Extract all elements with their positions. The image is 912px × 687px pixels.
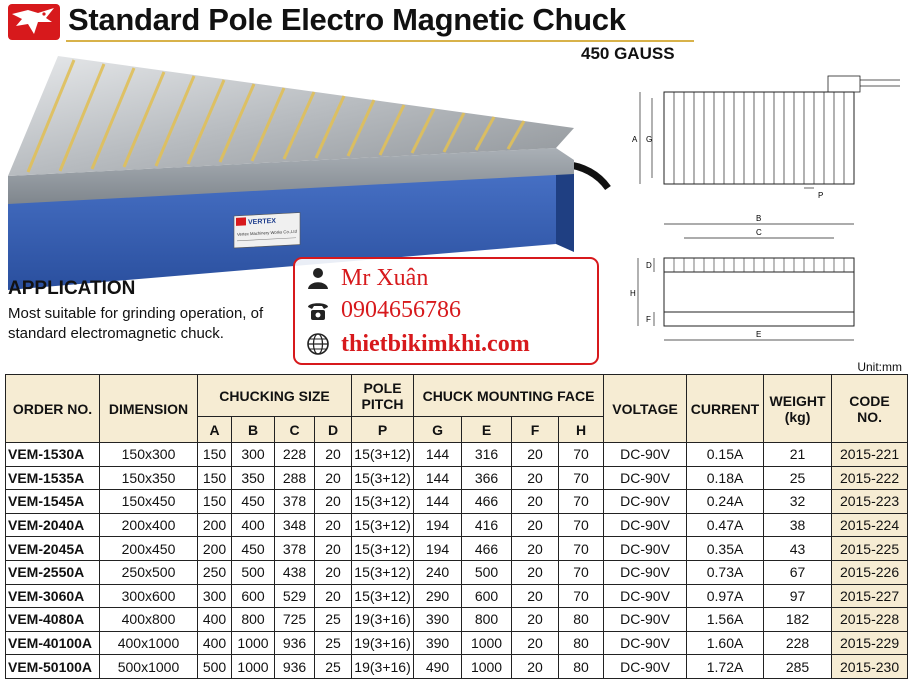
table-row (6, 584, 908, 608)
cell-g: 144 (414, 490, 462, 514)
cell-b: 300 (232, 443, 275, 467)
table-row (6, 466, 908, 490)
contact-name-row (305, 263, 428, 293)
header-code-line1: CODE (849, 392, 890, 409)
cell-weight: 67 (764, 560, 832, 584)
cell-current: 1.60A (687, 631, 764, 655)
cell-current: 0.18A (687, 466, 764, 490)
gauss-rating: 450 GAUSS (581, 44, 675, 63)
cell-order: VEM-4080A (6, 608, 100, 632)
cell-code: 2015-230 (832, 655, 908, 679)
header-g: G (414, 417, 462, 443)
cell-current: 1.56A (687, 608, 764, 632)
header-h: H (559, 417, 604, 443)
cell-p: 19(3+16) (352, 631, 414, 655)
cell-a: 200 (198, 537, 232, 561)
cell-h: 70 (559, 584, 604, 608)
header-chucking-size: CHUCKING SIZE (198, 375, 352, 417)
contact-phone-row (305, 295, 461, 325)
header-mounting-face: CHUCK MOUNTING FACE (414, 375, 604, 417)
cell-g: 390 (414, 608, 462, 632)
cell-code: 2015-223 (832, 490, 908, 514)
cell-order: VEM-50100A (6, 655, 100, 679)
cell-p: 15(3+12) (352, 466, 414, 490)
table-row (6, 443, 908, 467)
cell-current: 0.47A (687, 513, 764, 537)
header-current: CURRENT (687, 375, 764, 443)
cell-p: 15(3+12) (352, 443, 414, 467)
cell-current: 0.73A (687, 560, 764, 584)
technical-drawing (628, 74, 904, 354)
cell-a: 300 (198, 584, 232, 608)
cell-dimension: 400x1000 (100, 631, 198, 655)
cell-h: 70 (559, 560, 604, 584)
header-p: P (352, 417, 414, 443)
cell-current: 0.35A (687, 537, 764, 561)
cell-weight: 228 (764, 631, 832, 655)
dim-b-label: B (756, 214, 762, 223)
table-row (6, 490, 908, 514)
cell-voltage: DC-90V (604, 560, 687, 584)
cell-b: 350 (232, 466, 275, 490)
table-row (6, 655, 908, 679)
cell-dimension: 200x450 (100, 537, 198, 561)
cell-c: 529 (275, 584, 315, 608)
dim-g-label: G (646, 135, 653, 144)
header-weight-line1: WEIGHT (769, 392, 826, 409)
cell-a: 500 (198, 655, 232, 679)
cell-voltage: DC-90V (604, 631, 687, 655)
spec-table-body (6, 443, 908, 679)
cell-order: VEM-2040A (6, 513, 100, 537)
cell-h: 70 (559, 490, 604, 514)
cell-d: 20 (315, 513, 352, 537)
cell-current: 1.72A (687, 655, 764, 679)
cell-code: 2015-225 (832, 537, 908, 561)
cell-code: 2015-228 (832, 608, 908, 632)
cell-g: 390 (414, 631, 462, 655)
cell-order: VEM-3060A (6, 584, 100, 608)
dim-e-label: E (756, 330, 762, 339)
cell-e: 416 (462, 513, 512, 537)
cell-weight: 43 (764, 537, 832, 561)
cell-code: 2015-227 (832, 584, 908, 608)
cell-d: 20 (315, 537, 352, 561)
cell-voltage: DC-90V (604, 466, 687, 490)
cell-weight: 38 (764, 513, 832, 537)
header-pole-pitch-line2: PITCH (361, 395, 404, 412)
table-row (6, 608, 908, 632)
cell-code: 2015-226 (832, 560, 908, 584)
cell-c: 288 (275, 466, 315, 490)
cell-dimension: 300x600 (100, 584, 198, 608)
cell-voltage: DC-90V (604, 584, 687, 608)
header-e: E (462, 417, 512, 443)
cell-weight: 32 (764, 490, 832, 514)
cell-c: 228 (275, 443, 315, 467)
dim-f-label: F (646, 315, 651, 324)
cell-dimension: 150x300 (100, 443, 198, 467)
cell-c: 936 (275, 655, 315, 679)
cell-order: VEM-1545A (6, 490, 100, 514)
cell-d: 20 (315, 466, 352, 490)
cell-e: 466 (462, 490, 512, 514)
cell-h: 80 (559, 608, 604, 632)
cell-p: 15(3+12) (352, 537, 414, 561)
cell-b: 500 (232, 560, 275, 584)
contact-web-row (305, 329, 530, 359)
cell-b: 1000 (232, 631, 275, 655)
cell-g: 490 (414, 655, 462, 679)
header-code (832, 375, 908, 443)
dim-p-label: P (818, 191, 824, 200)
cell-d: 20 (315, 490, 352, 514)
cell-current: 0.24A (687, 490, 764, 514)
cell-c: 725 (275, 608, 315, 632)
cell-a: 150 (198, 466, 232, 490)
page-title: Standard Pole Electro Magnetic Chuck (68, 2, 626, 37)
cell-h: 80 (559, 631, 604, 655)
cell-f: 20 (512, 608, 559, 632)
cell-code: 2015-221 (832, 443, 908, 467)
cell-h: 70 (559, 466, 604, 490)
cell-order: VEM-2550A (6, 560, 100, 584)
cell-p: 15(3+12) (352, 560, 414, 584)
table-row (6, 537, 908, 561)
header-b: B (232, 417, 275, 443)
cell-b: 800 (232, 608, 275, 632)
cell-weight: 285 (764, 655, 832, 679)
cell-h: 70 (559, 513, 604, 537)
cell-e: 1000 (462, 655, 512, 679)
table-row (6, 631, 908, 655)
cell-f: 20 (512, 537, 559, 561)
cell-g: 290 (414, 584, 462, 608)
contact-website[interactable]: thietbikimkhi.com (341, 330, 530, 357)
cell-g: 144 (414, 466, 462, 490)
cell-e: 466 (462, 537, 512, 561)
cell-a: 150 (198, 490, 232, 514)
cell-e: 316 (462, 443, 512, 467)
dim-d-label: D (646, 261, 652, 270)
cell-current: 0.15A (687, 443, 764, 467)
header-c: C (275, 417, 315, 443)
cell-order: VEM-1530A (6, 443, 100, 467)
cell-voltage: DC-90V (604, 513, 687, 537)
cell-voltage: DC-90V (604, 655, 687, 679)
cell-h: 70 (559, 443, 604, 467)
header-order-no: ORDER NO. (6, 375, 100, 443)
cell-f: 20 (512, 490, 559, 514)
plate-line: Vertex Machinery Works Co.,Ltd (237, 228, 297, 237)
header-pole-pitch (352, 375, 414, 417)
cell-p: 19(3+16) (352, 655, 414, 679)
header-weight-line2: (kg) (784, 408, 811, 425)
dim-c-label: C (756, 228, 762, 237)
cell-code: 2015-222 (832, 466, 908, 490)
header-dimension: DIMENSION (100, 375, 198, 443)
cell-e: 800 (462, 608, 512, 632)
cell-b: 600 (232, 584, 275, 608)
cell-weight: 182 (764, 608, 832, 632)
cell-code: 2015-229 (832, 631, 908, 655)
cell-c: 936 (275, 631, 315, 655)
cell-f: 20 (512, 443, 559, 467)
table-row (6, 513, 908, 537)
cell-f: 20 (512, 466, 559, 490)
cell-p: 15(3+12) (352, 513, 414, 537)
header-d: D (315, 417, 352, 443)
header-code-line2: NO. (857, 408, 882, 425)
cell-b: 450 (232, 490, 275, 514)
eagle-logo-icon (8, 4, 60, 40)
cell-weight: 21 (764, 443, 832, 467)
cell-p: 15(3+12) (352, 584, 414, 608)
cell-order: VEM-2045A (6, 537, 100, 561)
cell-e: 600 (462, 584, 512, 608)
cell-f: 20 (512, 584, 559, 608)
application-text: Most suitable for grinding operation, of standard electromagnetic chuck. (8, 305, 264, 342)
cell-g: 240 (414, 560, 462, 584)
title-divider (66, 40, 694, 42)
cell-c: 438 (275, 560, 315, 584)
cell-a: 400 (198, 631, 232, 655)
cell-dimension: 200x400 (100, 513, 198, 537)
cell-dimension: 250x500 (100, 560, 198, 584)
cell-voltage: DC-90V (604, 443, 687, 467)
cell-weight: 97 (764, 584, 832, 608)
cell-order: VEM-1535A (6, 466, 100, 490)
cell-d: 25 (315, 631, 352, 655)
cell-f: 20 (512, 631, 559, 655)
cell-d: 25 (315, 655, 352, 679)
globe-icon (305, 331, 331, 357)
phone-icon (305, 297, 331, 323)
table-row (6, 560, 908, 584)
spec-table (5, 374, 908, 679)
cell-f: 20 (512, 560, 559, 584)
cell-c: 378 (275, 490, 315, 514)
cell-e: 1000 (462, 631, 512, 655)
dim-a-label: A (632, 135, 638, 144)
header-f: F (512, 417, 559, 443)
cell-p: 19(3+16) (352, 608, 414, 632)
cell-dimension: 500x1000 (100, 655, 198, 679)
cell-code: 2015-224 (832, 513, 908, 537)
cell-b: 450 (232, 537, 275, 561)
cell-c: 378 (275, 537, 315, 561)
cell-e: 500 (462, 560, 512, 584)
header-weight (764, 375, 832, 443)
header-pole-pitch-line1: POLE (363, 379, 402, 396)
cell-d: 25 (315, 608, 352, 632)
cell-c: 348 (275, 513, 315, 537)
cell-voltage: DC-90V (604, 537, 687, 561)
cell-d: 20 (315, 584, 352, 608)
contact-box (293, 257, 599, 365)
cell-d: 20 (315, 443, 352, 467)
cell-dimension: 150x450 (100, 490, 198, 514)
cell-f: 20 (512, 513, 559, 537)
cell-a: 200 (198, 513, 232, 537)
cell-d: 20 (315, 560, 352, 584)
cell-f: 20 (512, 655, 559, 679)
cell-weight: 25 (764, 466, 832, 490)
unit-note: Unit:mm (857, 360, 902, 374)
cell-current: 0.97A (687, 584, 764, 608)
cell-a: 400 (198, 608, 232, 632)
cell-a: 150 (198, 443, 232, 467)
application-heading: APPLICATION (8, 278, 136, 299)
person-icon (305, 265, 331, 291)
dim-h-label: H (630, 289, 636, 298)
cell-g: 194 (414, 513, 462, 537)
cell-e: 366 (462, 466, 512, 490)
cell-g: 194 (414, 537, 462, 561)
cell-h: 70 (559, 537, 604, 561)
cell-voltage: DC-90V (604, 490, 687, 514)
header-voltage: VOLTAGE (604, 375, 687, 443)
contact-name: Mr Xuân (341, 264, 429, 291)
cell-p: 15(3+12) (352, 490, 414, 514)
cell-g: 144 (414, 443, 462, 467)
cell-dimension: 400x800 (100, 608, 198, 632)
cell-a: 250 (198, 560, 232, 584)
cell-dimension: 150x350 (100, 466, 198, 490)
cell-order: VEM-40100A (6, 631, 100, 655)
cell-b: 400 (232, 513, 275, 537)
cell-voltage: DC-90V (604, 608, 687, 632)
contact-phone[interactable]: 0904656786 (341, 296, 461, 323)
plate-brand: VERTEX (248, 217, 276, 227)
header-a: A (198, 417, 232, 443)
cell-h: 80 (559, 655, 604, 679)
cell-b: 1000 (232, 655, 275, 679)
